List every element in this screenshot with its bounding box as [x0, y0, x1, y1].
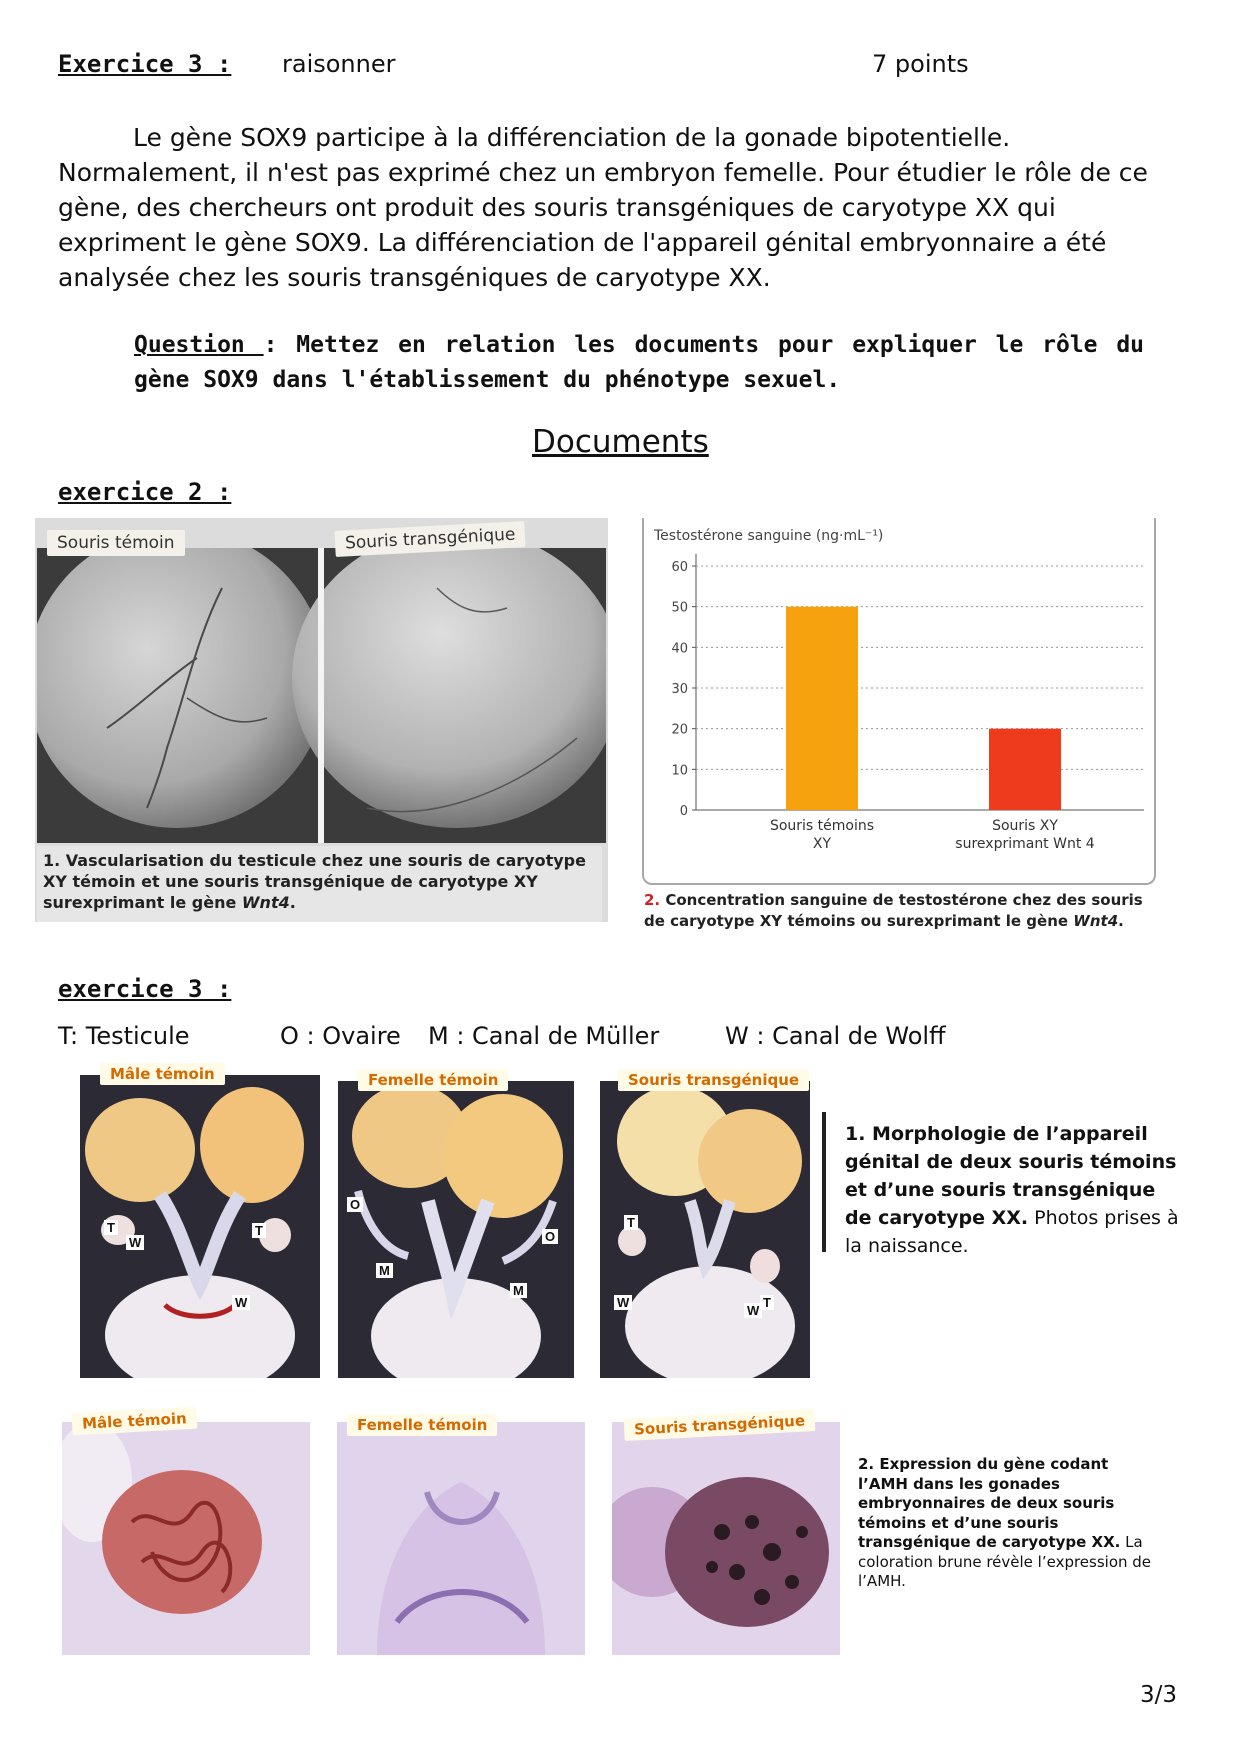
transgenic-mouse-tag: Souris transgénique — [334, 521, 526, 557]
testis-photo — [37, 548, 606, 843]
page-number: 3/3 — [1140, 1682, 1178, 1708]
label-O-1: O — [347, 1197, 363, 1212]
label-M-1: M — [376, 1263, 393, 1278]
amh-photos — [62, 1400, 840, 1655]
label-T-1: T — [104, 1220, 118, 1235]
morphology-photos — [80, 1063, 810, 1378]
y-tick-label: 0 — [679, 804, 688, 819]
exercise-points: 7 points — [872, 50, 969, 78]
amh-female-tag: Femelle témoin — [347, 1414, 497, 1436]
y-tick-label: 60 — [671, 560, 688, 575]
chart-caption-end: . — [1118, 912, 1124, 930]
bar-2 — [989, 729, 1061, 810]
y-tick-label: 30 — [671, 682, 688, 697]
photo-caption-num: 1. — [43, 851, 61, 870]
y-tick-label: 40 — [671, 641, 688, 657]
female-amh-photo — [337, 1422, 585, 1655]
male-amh-photo — [62, 1422, 310, 1655]
female-control-photo — [338, 1081, 574, 1378]
morphology-caption — [845, 1120, 1185, 1260]
label-W-1: W — [126, 1235, 144, 1250]
male-control-tag: Mâle témoin — [100, 1063, 225, 1085]
amh-male-tag: Mâle témoin — [72, 1407, 198, 1435]
category-label: XY — [812, 836, 832, 852]
exercise-title: Exercice 3 : — [58, 50, 232, 78]
transgenic-tag: Souris transgénique — [618, 1069, 809, 1091]
chart-caption — [644, 890, 1149, 932]
documents-title: Documents — [532, 424, 709, 460]
category-label: Souris témoins — [769, 818, 875, 834]
amh-transgenic-tag: Souris transgénique — [624, 1409, 816, 1441]
amh-caption — [858, 1455, 1158, 1592]
category-label: surexprimant Wnt 4 — [955, 836, 1095, 852]
label-W-4: W — [744, 1303, 762, 1318]
y-tick-label: 50 — [671, 600, 688, 616]
testosterone-chart-doc — [632, 518, 1157, 948]
legend-wolff: W : Canal de Wolff — [725, 1022, 946, 1050]
label-T-4: T — [760, 1295, 774, 1310]
question — [134, 328, 1144, 398]
morphology-caption-normal: Photos prises à la naissance. — [845, 1207, 1179, 1257]
exercise-skill: raisonner — [282, 50, 396, 78]
caption-rule — [822, 1112, 826, 1252]
chart-caption-text: Concentration sanguine de testostérone chez des souris de caryotype XY témoins ou surexprimant le gène — [644, 891, 1143, 930]
label-T-3: T — [624, 1215, 638, 1230]
female-control-tag: Femelle témoin — [358, 1069, 508, 1091]
photo-caption-text: Vascularisation du testicule chez une souris de caryotype XY témoin et une souris transgénique de caryotype XY surexprimant le gène — [43, 851, 586, 912]
chart-title: Testostérone sanguine (ng·mL⁻¹) — [654, 528, 884, 544]
label-W-2: W — [232, 1295, 250, 1310]
vascularisation-doc — [35, 518, 608, 922]
category-label: Souris XY — [992, 818, 1058, 834]
photo-caption — [37, 846, 602, 922]
label-T-2: T — [252, 1223, 266, 1238]
y-tick-label: 20 — [671, 722, 688, 738]
amh-caption-normal: La coloration brune révèle l’expression de l’AMH. — [858, 1533, 1152, 1590]
question-text: Mettez en relation les documents pour expliquer le rôle du gène SOX9 dans l'établissement du phénotype sexuel. — [134, 332, 1145, 393]
testis-photo-drawing — [37, 548, 606, 843]
transgenic-amh-photo — [612, 1422, 840, 1655]
question-colon: : — [263, 332, 278, 358]
chart-caption-num: 2. — [644, 891, 661, 909]
legend-testicule: T: Testicule — [58, 1022, 190, 1050]
question-label: Question — [134, 332, 264, 358]
label-W-3: W — [614, 1295, 632, 1310]
chart-caption-gene: Wnt4 — [1073, 912, 1119, 930]
label-O-2: O — [542, 1229, 558, 1244]
morphology-caption-bold: 1. Morphologie de l’appareil génital de deux souris témoins et d’une souris transgénique de caryotype XX. — [845, 1123, 1177, 1229]
chart-frame — [642, 518, 1156, 885]
photo-caption-gene: Wnt4 — [241, 893, 290, 912]
legend-ovaire: O : Ovaire — [280, 1022, 401, 1050]
intro-paragraph: Le gène SOX9 participe à la différenciation de la gonade bipotentielle. Normalement, il n'est pas exprimé chez un embryon femelle. Pour étudier le rôle de ce gène, des chercheurs ont produit des souris transgéniques de caryotype XX qui expriment le gène SOX9. La différenciation de l'appareil génital embryonnaire a été analysée chez les souris transgéniques de caryotype XX. — [58, 123, 1148, 292]
bar-1 — [786, 607, 858, 810]
control-mouse-tag: Souris témoin — [47, 530, 185, 556]
exercise-3-heading: exercice 3 : — [58, 975, 232, 1003]
photo-caption-end: . — [289, 893, 296, 912]
y-tick-label: 10 — [671, 763, 688, 779]
amh-caption-bold: 2. Expression du gène codant l’AMH dans les gonades embryonnaires de deux souris témoins et d’une souris transgénique de caryotype XX. — [858, 1455, 1121, 1551]
testosterone-chart — [644, 518, 1150, 880]
label-M-2: M — [510, 1283, 527, 1298]
legend-muller: M : Canal de Müller — [428, 1022, 660, 1050]
exercise-2-heading: exercice 2 : — [58, 478, 232, 506]
